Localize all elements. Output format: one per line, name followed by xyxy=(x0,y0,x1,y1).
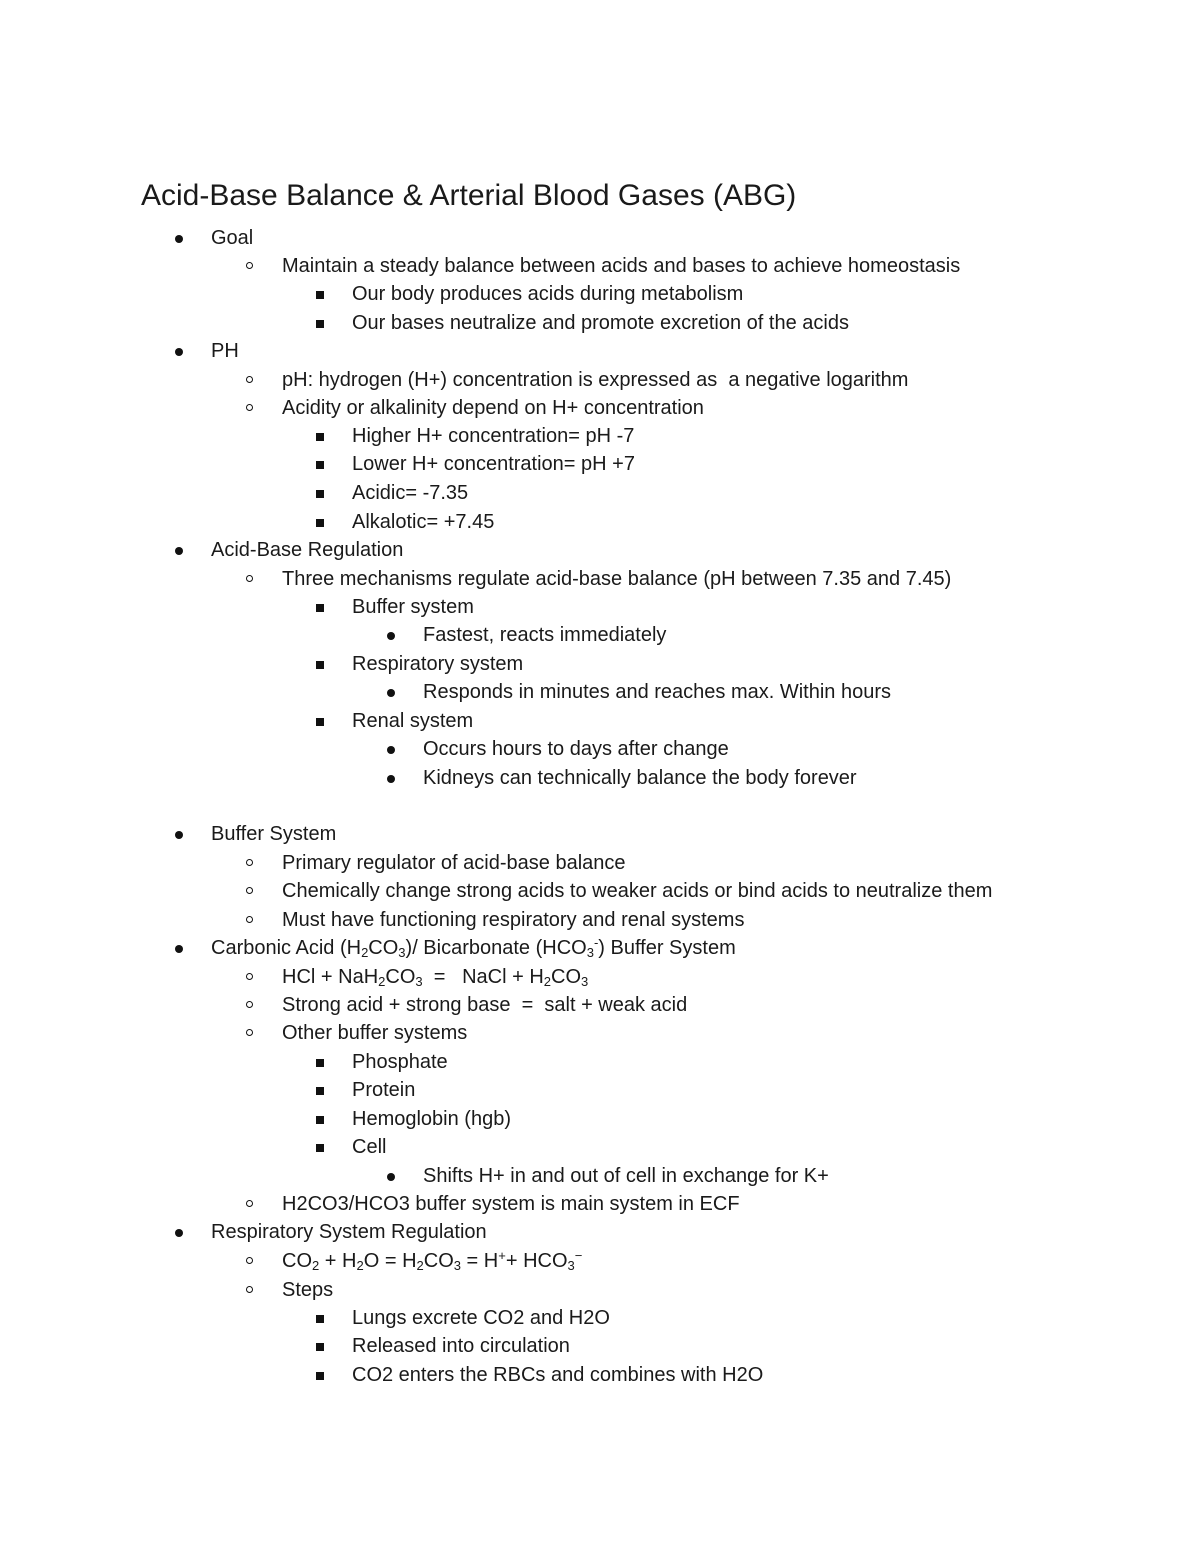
circle-bullet-icon xyxy=(246,973,253,980)
circle-bullet-icon xyxy=(246,859,253,866)
circle-bullet-icon xyxy=(246,575,253,582)
list-item-text: Renal system xyxy=(352,710,474,732)
list-item-text: Protein xyxy=(352,1079,416,1101)
disc-bullet-icon xyxy=(387,1173,395,1181)
list-item-text: Buffer System xyxy=(211,823,337,845)
subscript: 2 xyxy=(378,974,386,989)
list-item-text: H2CO3/HCO3 buffer system is main system in ECF xyxy=(282,1193,740,1215)
list-item-text: Kidneys can technically balance the body forever xyxy=(423,767,857,789)
list-item-text: Three mechanisms regulate acid-base balance (pH between 7.35 and 7.45) xyxy=(282,568,952,590)
subscript: 2 xyxy=(356,1258,364,1273)
superscript: - xyxy=(593,935,599,950)
list-item-text: Respiratory system xyxy=(352,653,524,675)
text-run: Carbonic Acid (H xyxy=(211,937,362,959)
disc-bullet-icon xyxy=(387,632,395,640)
square-bullet-icon xyxy=(316,1059,324,1067)
circle-bullet-icon xyxy=(246,404,253,411)
disc-bullet-icon xyxy=(175,945,183,953)
list-item-text: Lungs excrete CO2 and H2O xyxy=(352,1307,610,1329)
text-run: )/ Bicarbonate (HCO xyxy=(405,937,587,959)
text-run: CO xyxy=(385,966,416,988)
list-item-text: Steps xyxy=(282,1279,334,1301)
subscript: 3 xyxy=(586,945,594,960)
list-item-text: Respiratory System Regulation xyxy=(211,1221,487,1243)
circle-bullet-icon xyxy=(246,1257,253,1264)
list-item-text: Hemoglobin (hgb) xyxy=(352,1108,511,1130)
square-bullet-icon xyxy=(316,661,324,669)
circle-bullet-icon xyxy=(246,376,253,383)
square-bullet-icon xyxy=(316,461,324,469)
square-bullet-icon xyxy=(316,1144,324,1152)
text-run: CO xyxy=(282,1250,312,1272)
list-item-text: Strong acid + strong base = salt + weak acid xyxy=(282,994,688,1016)
square-bullet-icon xyxy=(316,490,324,498)
subscript: 3 xyxy=(581,974,589,989)
list-item-text: Must have functioning respiratory and renal systems xyxy=(282,909,745,931)
list-item-text: Our body produces acids during metabolism xyxy=(352,283,744,305)
text-run: + H xyxy=(319,1250,357,1272)
list-item-text xyxy=(282,963,588,991)
text-run: ) Buffer System xyxy=(598,937,736,959)
text-run: = H xyxy=(460,1250,499,1272)
circle-bullet-icon xyxy=(246,1001,253,1008)
text-run: CO xyxy=(423,1250,454,1272)
text-run: HCl + NaH xyxy=(282,966,379,988)
list-item-text: Acid-Base Regulation xyxy=(211,539,404,561)
disc-bullet-icon xyxy=(175,1229,183,1237)
disc-bullet-icon xyxy=(175,831,183,839)
list-item-text xyxy=(282,1247,582,1275)
disc-bullet-icon xyxy=(175,348,183,356)
subscript: 3 xyxy=(453,1258,461,1273)
circle-bullet-icon xyxy=(246,262,253,269)
list-item-text: Acidity or alkalinity depend on H+ concentration xyxy=(282,397,704,419)
circle-bullet-icon xyxy=(246,1286,253,1293)
list-item-text: Phosphate xyxy=(352,1051,448,1073)
list-item-text: Lower H+ concentration= pH +7 xyxy=(352,453,635,475)
list-item-text: CO2 enters the RBCs and combines with H2O xyxy=(352,1364,764,1386)
list-item-text: Released into circulation xyxy=(352,1335,570,1357)
list-item-text: Shifts H+ in and out of cell in exchange for K+ xyxy=(423,1165,829,1187)
text-run: = NaCl + H xyxy=(422,966,544,988)
list-item-text: Buffer system xyxy=(352,596,474,618)
document-title: Acid-Base Balance & Arterial Blood Gases (ABG) xyxy=(141,179,797,212)
list-item-text xyxy=(211,934,736,962)
list-item-text: Other buffer systems xyxy=(282,1022,468,1044)
superscript: − xyxy=(574,1248,583,1263)
disc-bullet-icon xyxy=(387,746,395,754)
list-item-text: Goal xyxy=(211,227,254,249)
square-bullet-icon xyxy=(316,1343,324,1351)
square-bullet-icon xyxy=(316,718,324,726)
superscript: + xyxy=(498,1248,506,1263)
subscript: 3 xyxy=(415,974,423,989)
subscript: 2 xyxy=(361,945,369,960)
square-bullet-icon xyxy=(316,1116,324,1124)
disc-bullet-icon xyxy=(387,775,395,783)
list-item-text: Primary regulator of acid-base balance xyxy=(282,852,626,874)
circle-bullet-icon xyxy=(246,887,253,894)
list-item-text: Fastest, reacts immediately xyxy=(423,624,667,646)
subscript: 3 xyxy=(398,945,406,960)
list-item-text: Responds in minutes and reaches max. Within hours xyxy=(423,681,892,703)
list-item-text: Acidic= -7.35 xyxy=(352,482,469,504)
subscript: 3 xyxy=(567,1258,575,1273)
list-item-text: Maintain a steady balance between acids and bases to achieve homeostasis xyxy=(282,255,961,277)
text-run: O = H xyxy=(363,1250,417,1272)
square-bullet-icon xyxy=(316,291,324,299)
list-item-text: Chemically change strong acids to weaker acids or bind acids to neutralize them xyxy=(282,880,993,902)
square-bullet-icon xyxy=(316,1087,324,1095)
square-bullet-icon xyxy=(316,433,324,441)
subscript: 2 xyxy=(312,1258,320,1273)
circle-bullet-icon xyxy=(246,916,253,923)
text-run: CO xyxy=(551,966,581,988)
text-run: + HCO xyxy=(505,1250,568,1272)
disc-bullet-icon xyxy=(175,547,183,555)
square-bullet-icon xyxy=(316,1372,324,1380)
subscript: 2 xyxy=(543,974,551,989)
square-bullet-icon xyxy=(316,1315,324,1323)
circle-bullet-icon xyxy=(246,1200,253,1207)
subscript: 2 xyxy=(416,1258,424,1273)
disc-bullet-icon xyxy=(175,235,183,243)
list-item-text: Our bases neutralize and promote excretion of the acids xyxy=(352,312,849,334)
text-run: CO xyxy=(368,937,399,959)
circle-bullet-icon xyxy=(246,1029,253,1036)
list-item-text: Cell xyxy=(352,1136,387,1158)
disc-bullet-icon xyxy=(387,689,395,697)
square-bullet-icon xyxy=(316,604,324,612)
list-item-text: Alkalotic= +7.45 xyxy=(352,511,495,533)
square-bullet-icon xyxy=(316,320,324,328)
square-bullet-icon xyxy=(316,519,324,527)
list-item-text: Higher H+ concentration= pH -7 xyxy=(352,425,635,447)
list-item-text: PH xyxy=(211,340,239,362)
list-item-text: pH: hydrogen (H+) concentration is expressed as a negative logarithm xyxy=(282,369,909,391)
list-item-text: Occurs hours to days after change xyxy=(423,738,729,760)
